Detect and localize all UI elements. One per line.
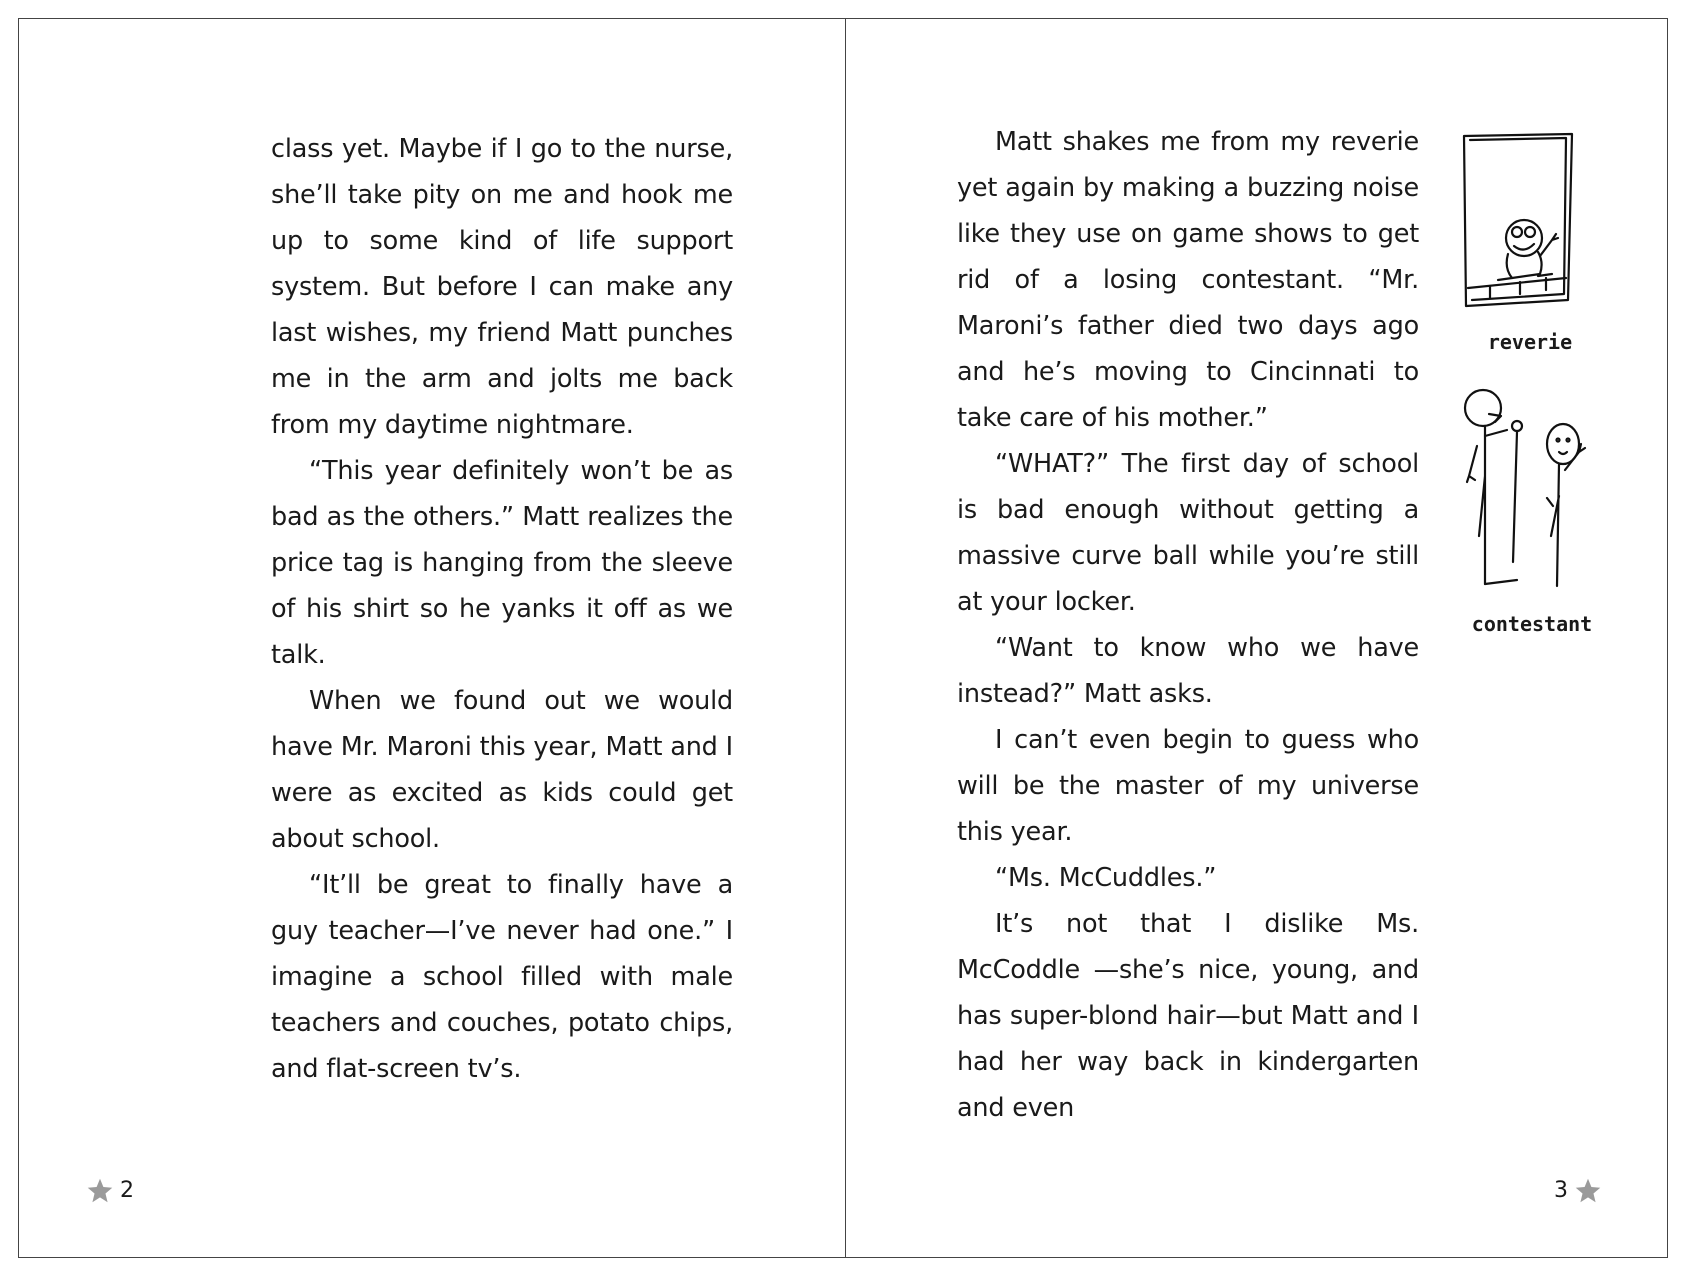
page-number: 3 — [1554, 1178, 1568, 1203]
paragraph: Matt shakes me from my reverie yet again by making a buzzing noise like they use on game shows to get rid of a losing contestant. “Mr. Maroni’s father died two days ago and he’s moving to Cincinnati to take care of his mother.” — [957, 127, 1419, 433]
star-icon — [1574, 1177, 1602, 1205]
paragraph: “This year definitely won’t be as bad as the others.” Matt realizes the price tag is hanging from the sleeve of his shirt so he yanks it off as we talk. — [271, 456, 733, 670]
paragraph: “It’ll be great to finally have a guy teacher—I’ve never had one.” I imagine a school filled with male teachers and couches, potato chips, and flat-screen tv’s. — [271, 870, 733, 1084]
paragraph: I can’t even begin to guess who will be the master of my universe this year. — [957, 725, 1419, 847]
paragraph: class yet. Maybe if I go to the nurse, she’ll take pity on me and hook me up to some kind of life support system. But before I can make any last wishes, my friend Matt punches me in the arm and jolts me back from my daytime nightmare. — [271, 134, 733, 440]
page-gutter — [845, 18, 846, 1258]
paragraph: When we found out we would have Mr. Maroni this year, Matt and I were as excited as kids could get about school. — [271, 686, 733, 854]
left-page-body — [271, 126, 733, 1092]
paragraph: “Want to know who we have instead?” Matt asks. — [957, 633, 1419, 709]
right-page-body — [957, 119, 1419, 1131]
paragraph: “Ms. McCuddles.” — [995, 863, 1217, 893]
game-show-contestant-icon — [1455, 386, 1595, 596]
right-page-folio — [1554, 1176, 1602, 1206]
daydreaming-kid-in-window-icon — [1460, 128, 1580, 318]
left-page-folio — [86, 1176, 134, 1206]
sidebar-caption-reverie: reverie — [1487, 330, 1573, 354]
paragraph: It’s not that I dislike Ms. McCoddle —she’s nice, young, and has super-blond hair—but Matt and I had her way back in kindergarten and even — [957, 909, 1419, 1123]
star-icon — [86, 1177, 114, 1205]
page-number: 2 — [120, 1178, 134, 1203]
paragraph: “WHAT?” The first day of school is bad enough without getting a massive curve ball while you’re still at your locker. — [957, 449, 1419, 617]
sidebar-caption-contestant: contestant — [1471, 612, 1593, 636]
book-spread — [18, 18, 1668, 1258]
